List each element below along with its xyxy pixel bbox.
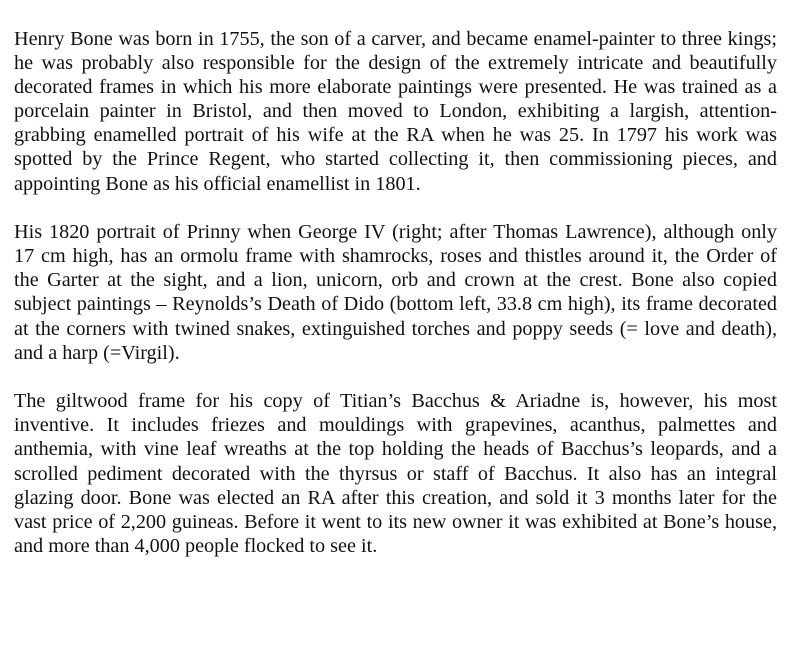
paragraph-3: The giltwood frame for his copy of Titian’s Bacchus & Ariadne is, however, his most inventive. It includes friezes and mouldings with grapevines, acanthus, palmettes and anthemia, with vine leaf wreaths at the top holding the heads of Bacchus’s leopards, and a scrolled pediment decorated with the thyrsus or staff of Bacchus. It also has an integral glazing door. Bone was elected an RA after this creation, and sold it 3 months later for the vast price of 2,200 guineas. Before it went to its new owner it was exhibited at Bone’s house, and more than 4,000 people flocked to see it.	[14, 390, 777, 557]
paragraph-1: Henry Bone was born in 1755, the son of a carver, and became enamel-painter to three kings; he was probably also responsible for the design of the extremely intricate and beautifully decorated frames in which his more elaborate paintings were presented. He was trained as a porcelain painter in Bristol, and then moved to London, exhibiting a largish, attention-grabbing enamelled portrait of his wife at the RA when he was 25. In 1797 his work was spotted by the Prince Regent, who started collecting it, then commissioning pieces, and appointing Bone as his official enamellist in 1801.	[14, 28, 777, 195]
paragraph-2: His 1820 portrait of Prinny when George IV (right; after Thomas Lawrence), although only 17 cm high, has an ormolu frame with shamrocks, roses and thistles around it, the Order of the Garter at the sight, and a lion, unicorn, orb and crown at the crest. Bone also copied subject paintings – Reynolds’s Death of Dido (bottom left, 33.8 cm high), its frame decorated at the corners with twined snakes, extinguished torches and poppy seeds (= love and death), and a harp (=Virgil).	[14, 221, 777, 364]
document-body[interactable]	[14, 27, 777, 558]
